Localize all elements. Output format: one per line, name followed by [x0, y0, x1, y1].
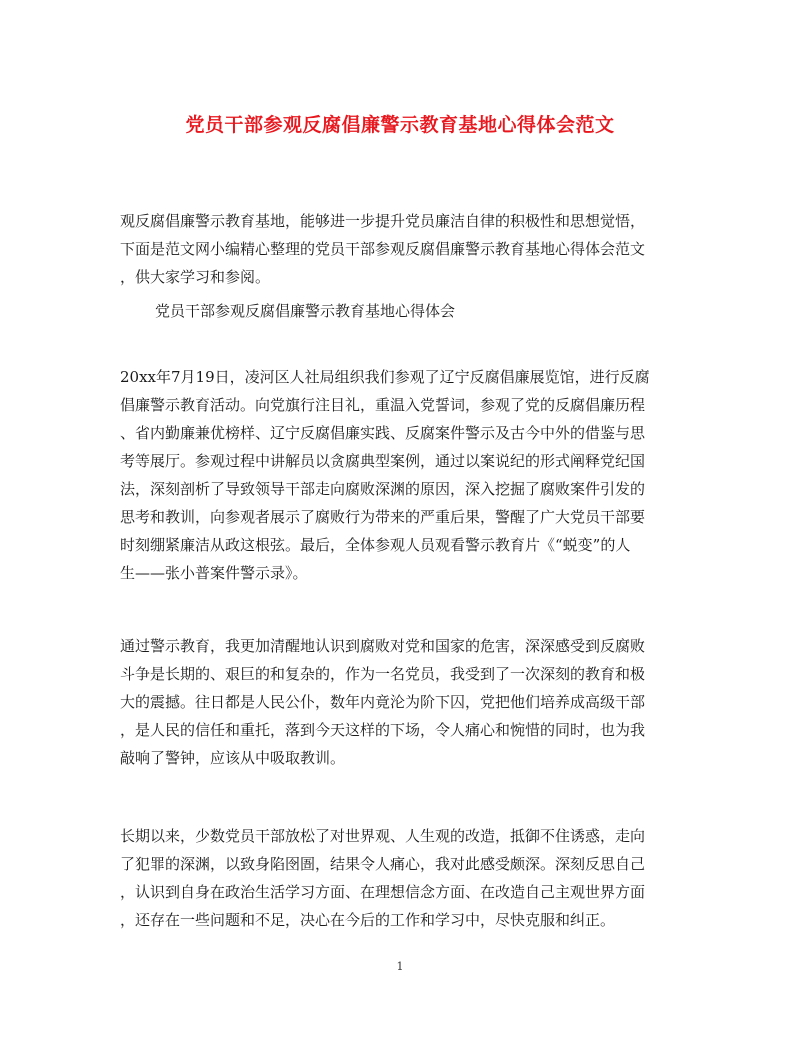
text-line: 了犯罪的深渊，以致身陷囹圄，结果令人痛心，我对此感受颇深。深刻反思自己 [120, 855, 646, 873]
text-line: 、省内勤廉兼优榜样、辽宁反腐倡廉实践、反腐案件警示及古今中外的借鉴与思 [120, 424, 646, 442]
page-number: 1 [396, 960, 404, 973]
paragraph-1 [120, 363, 680, 587]
paragraph-2 [120, 632, 680, 772]
text-line: 通过警示教育，我更加清醒地认识到腐败对党和国家的危害，深深感受到反腐败 [120, 637, 646, 655]
text-line: 观反腐倡廉警示教育基地，能够进一步提升党员廉洁自律的积极性和思想觉悟， [120, 212, 646, 230]
section-subheading: 党员干部参观反腐倡廉警示教育基地心得体会 [155, 302, 456, 320]
text-line: 倡廉警示教育活动。向党旗行注目礼，重温入党誓词，参观了党的反腐倡廉历程 [120, 396, 646, 414]
intro-paragraph [120, 207, 680, 291]
text-line: 20xx年7月19日，凌河区人社局组织我们参观了辽宁反腐倡廉展览馆，进行反腐 [120, 368, 650, 386]
text-line: 大的震撼。往日都是人民公仆，数年内竟沦为阶下囚，党把他们培养成高级干部 [120, 693, 646, 711]
text-line: 思考和教训，向参观者展示了腐败行为带来的严重后果，警醒了广大党员干部要 [120, 508, 646, 526]
text-line: ，认识到自身在政治生活学习方面、在理想信念方面、在改造自己主观世界方面 [120, 883, 646, 901]
text-line: ，供大家学习和参阅。 [120, 268, 271, 286]
text-line: 时刻绷紧廉洁从政这根弦。最后，全体参观人员观看警示教育片《“蜕变”的人 [120, 536, 631, 554]
text-line: 考等展厅。参观过程中讲解员以贪腐典型案例，通过以案说纪的形式阐释党纪国 [120, 452, 646, 470]
text-line: 敲响了警钟，应该从中吸取教训。 [120, 749, 346, 767]
text-line: 下面是范文网小编精心整理的党员干部参观反腐倡廉警示教育基地心得体会范文 [120, 240, 646, 258]
text-line: ，还存在一些问题和不足，决心在今后的工作和学习中，尽快克服和纠正。 [120, 911, 616, 929]
text-line: 生——张小普案件警示录》。 [120, 564, 308, 582]
text-line: 斗争是长期的、艰巨的和复杂的，作为一名党员，我受到了一次深刻的教育和极 [120, 665, 646, 683]
paragraph-3 [120, 822, 680, 934]
text-line: ，是人民的信任和重托，落到今天这样的下场，令人痛心和惋惜的同时，也为我 [120, 721, 646, 739]
document-title: 党员干部参观反腐倡廉警示教育基地心得体会范文 [185, 114, 615, 136]
text-line: 法，深刻剖析了导致领导干部走向腐败深渊的原因，深入挖掘了腐败案件引发的 [120, 480, 646, 498]
text-line: 长期以来，少数党员干部放松了对世界观、人生观的改造，抵御不住诱惑，走向 [120, 827, 646, 845]
